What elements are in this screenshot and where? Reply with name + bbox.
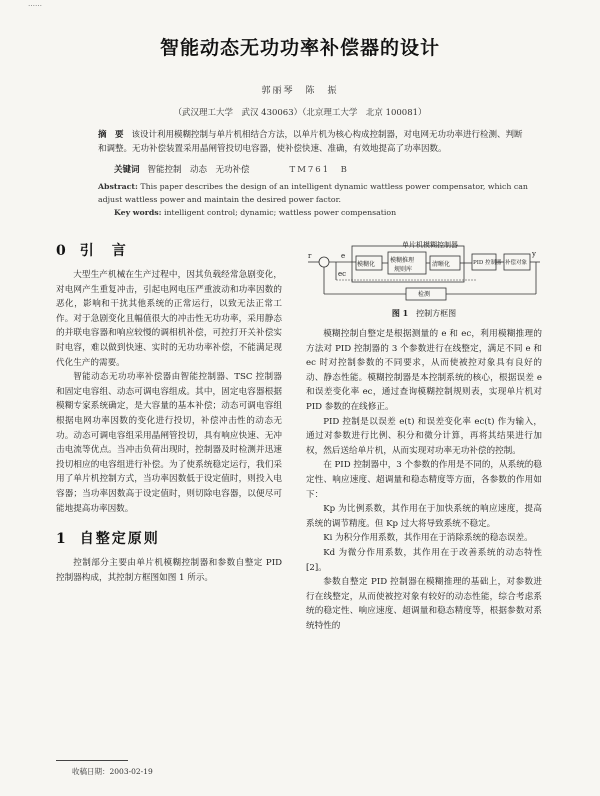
right-paragraph-7: 参数自整定 PID 控制器在模糊推理的基础上，对参数进行在线整定，从而使被控对象有较好的动态性能，综合考虑系统的稳定性、响应速度、超调量和稳态精度等，根据参数对系统特性的 — [306, 577, 542, 631]
footnote-rule — [56, 760, 128, 761]
control-block-diagram — [306, 240, 542, 304]
sensor-label: 检测 — [418, 291, 431, 298]
defuzz-label: 清晰化 — [432, 261, 451, 268]
keywords-en-text: intelligent control; dynamic; wattless power compensation — [164, 208, 397, 217]
classification-code: TM761 B — [289, 165, 349, 175]
abstract-en — [98, 180, 528, 206]
right-paragraph-1: 模糊控制自整定是根据测量的 e 和 ec，利用模糊推理的方法对 PID 控制器的 3 个参数进行在线整定，满足不同 e 和 ec 时对控制参数的不同要求，从而使被控对象具有良好的动、静态性能。模糊控制器是本控制系统的核心，根据误差 e 和误差变化率 ec，通过查询模糊控制规则表，实现单片机对 PID 参数的在线修正。 — [306, 329, 542, 412]
section-1-heading: 1 自整定原则 — [56, 531, 160, 548]
right-column — [306, 240, 542, 633]
paper-title: 智能动态无功功率补偿器的设计 — [159, 37, 440, 59]
authors: 郭丽琴 陈 振 — [261, 86, 339, 96]
right-paragraph-3: 在 PID 控制器中，3 个参数的作用是不同的，从系统的稳定性、响应速度、超调量和稳态精度等方面，各参数的作用如下： — [306, 460, 542, 500]
left-column — [56, 240, 282, 585]
plant-label: 补偿对象 — [505, 260, 528, 266]
section-1-paragraph: 控制部分主要由单片机模糊控制器和参数自整定 PID 控制器构成，其控制方框图如图 1 所示。 — [56, 558, 282, 583]
keywords-cn-label: 关键词 — [114, 165, 140, 175]
keywords-en — [114, 208, 534, 217]
keywords-cn — [114, 163, 514, 175]
figure-caption: 图 1 控制方框图 — [391, 308, 457, 318]
e-label: e — [341, 252, 346, 260]
keywords-cn-text: 智能控制 动态 无功补偿 — [147, 165, 250, 175]
abstract-en-text: This paper describes the design of an intelligent dynamic wattless power compensator, which can adjust wattless power and maintain the desired power factor. — [98, 182, 528, 204]
right-paragraph-2: PID 控制是以误差 e(t) 和误差变化率 ec(t) 作为输入，通过对参数进行比例、积分和微分计算，再将其结果进行加权，然后送给单片机，从而实现对功率无功补偿的控制。 — [306, 416, 542, 456]
summing-junction — [319, 257, 329, 267]
affiliation: （武汉理工大学 武汉 430063）（北京理工大学 北京 100081） — [173, 108, 427, 118]
fuzzify-label: 模糊化 — [357, 261, 376, 268]
right-paragraph-4: Kp 为比例系数，其作用在于加快系统的响应速度，提高系统的调节精度。但 Kp 过大将导致系统不稳定。 — [306, 504, 542, 529]
keywords-en-label: Key words: — [114, 208, 162, 217]
abstract-cn — [98, 128, 528, 156]
right-paragraph-6: Kd 为微分作用系数，其作用在于改善系统的动态特性[2]。 — [306, 547, 542, 573]
intro-paragraph-1: 大型生产机械在生产过程中，因其负载经常急剧变化，对电网产生重复冲击，引起电网电压严重波动和功率因数的恶化，影响和干扰其他系统的正常运行，以致无法正常工作。对于急剧变化且幅值很大的冲击性无功功率，采用静态的并联电容器和响应较慢的调相机补偿，可控打开关补偿实时电容，难以做到快速、实时的无功功率补偿，不能满足现代化生产的需要。 — [56, 270, 282, 368]
abstract-cn-text: 该设计利用模糊控制与单片机相结合方法，以单片机为核心构成控制器，对电网无功功率进行检测、判断和调整。无功补偿装置采用晶闸管投切电容器，使补偿快速、准确，有效地提高了功率因数。 — [98, 130, 523, 154]
header-mark: …… — [28, 0, 42, 8]
infer-label: 模糊推理 — [390, 257, 415, 264]
abstract-cn-label: 摘 要 — [98, 130, 124, 140]
section-0-heading: 0 引 言 — [56, 243, 128, 259]
intro-paragraph-2: 智能动态无功功率补偿器由智能控制器、TSC 控制器和固定电容组、动态可调电容组成。其中，固定电容器根据模糊专家系统确定，是大容量的基本补偿；动态可调电容组根据电网功率因数的变化进行投切，补偿冲击性的动态无功。动态可调电容组采用晶闸管投切，具有响应快速、无冲击电流等优点。当冲击负荷出现时，控制器及时检测并迅速投切相应的电容组进行补偿。为了使系统稳定运行，我们采用了单片机控制方式，当功率因数低于设定值时，则投入电容器；当功率因数高于设定值时，则切除电容器，以便尽可能地提高功率因数。 — [56, 372, 282, 514]
right-paragraph-5: Ki 为积分作用系数，其作用在于消除系统的稳态误差。 — [323, 533, 533, 544]
r-label: r — [308, 252, 312, 260]
figure-block-title: 单片机模糊控制器 — [402, 241, 458, 249]
footnote-received-date: 收稿日期：2003-02-19 — [72, 767, 153, 776]
abstract-en-label: Abstract: — [98, 182, 138, 191]
rules-label: 规则库 — [394, 266, 413, 273]
ec-label: ec — [338, 270, 347, 278]
y-label: y — [532, 250, 536, 258]
pid-label: PID 控制器 — [473, 260, 502, 266]
